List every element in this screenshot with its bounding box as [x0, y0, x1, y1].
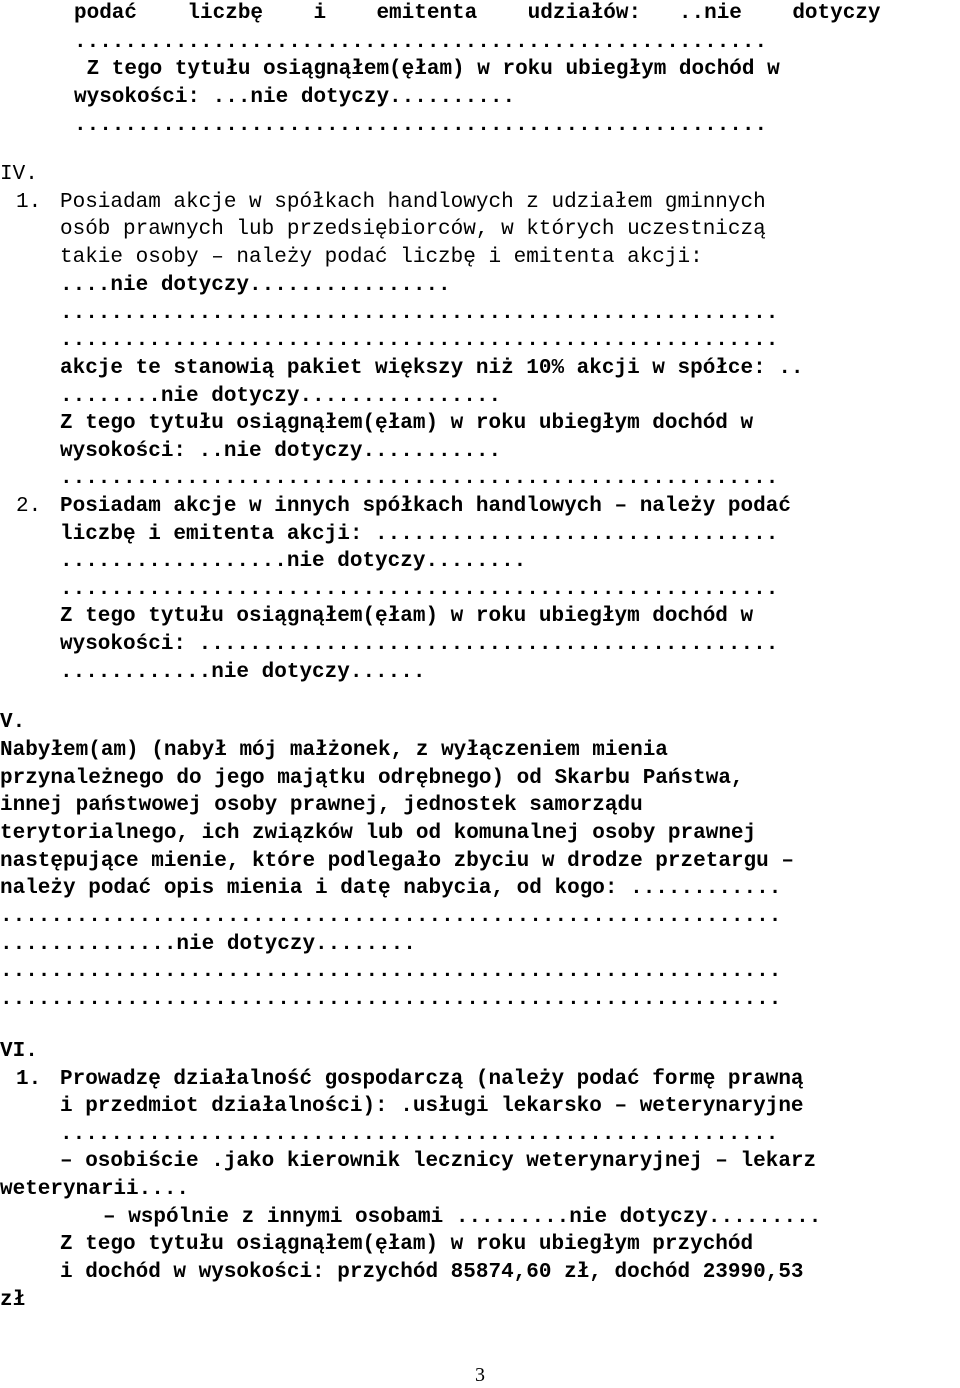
income-amount-line: wysokości: ..nie dotyczy........... — [60, 440, 502, 463]
income-amount-line: wysokości: ...nie dotyczy.......... — [74, 86, 516, 109]
item-number: 1. — [16, 1068, 42, 1091]
income-line: Z tego tytułu osiągnąłem(ęłam) w roku ubiegłym dochód w — [60, 412, 754, 435]
dotted-line: ....................................................... — [74, 114, 768, 137]
item-text: Posiadam akcje w spółkach handlowych z udziałem gminnych — [60, 191, 766, 214]
dotted-line: ......................................................... — [60, 1123, 779, 1146]
item-text: Prowadzę działalność gospodarczą (należy podać formę prawną — [60, 1068, 804, 1091]
section-text: następujące mienie, które podlegało zbyciu w drodze przetargu – — [0, 850, 794, 873]
section-text: innej państwowej osoby prawnej, jednostek samorządu — [0, 794, 643, 817]
income-line: Z tego tytułu osiągnąłem(ęłam) w roku ubiegłym dochód w — [74, 58, 780, 81]
section-text: przynależnego do jego majątku odrębnego) od Skarbu Państwa, — [0, 767, 744, 790]
item-text: Posiadam akcje w innych spółkach handlowych – należy podać — [60, 495, 791, 518]
item-number: 1. — [16, 191, 42, 214]
answer-line: ........nie dotyczy................ — [60, 385, 502, 408]
item-text: osób prawnych lub przedsiębiorców, w których uczestniczą — [60, 218, 766, 241]
answer-line: ..............nie dotyczy........ — [0, 933, 416, 956]
share-count-line: podać liczbę i emitenta udziałów: ..nie dotyczy — [74, 2, 881, 25]
item-text: i przedmiot działalności): .usługi lekarsko – weterynaryjne — [60, 1095, 804, 1118]
income-line: Z tego tytułu osiągnąłem(ęłam) w roku ubiegłym dochód w — [60, 605, 754, 628]
income-amount-line: wysokości: .............................................. — [60, 633, 779, 656]
answer-line: ..................nie dotyczy........ — [60, 550, 527, 573]
answer-line: ............nie dotyczy...... — [60, 661, 426, 684]
item-text: liczbę i emitenta akcji: ................................ — [60, 523, 779, 546]
dotted-line: .............................................................. — [0, 988, 782, 1011]
section-heading-v: V. — [0, 711, 26, 734]
dotted-line: ......................................................... — [60, 578, 779, 601]
item-text: – wspólnie z innymi osobami .........nie dotyczy......... — [103, 1206, 822, 1229]
section-heading-vi: VI. — [0, 1040, 38, 1063]
page-number: 3 — [475, 1364, 485, 1386]
income-amount-line: i dochód w wysokości: przychód 85874,60 zł, dochód 23990,53 — [60, 1261, 804, 1284]
section-text: należy podać opis mienia i datę nabycia, od kogo: ............ — [0, 877, 782, 900]
item-text: – osobiście .jako kierownik lecznicy weterynaryjnej – lekarz — [60, 1150, 817, 1173]
dotted-line: ......................................................... — [60, 302, 779, 325]
item-text: takie osoby – należy podać liczbę i emitenta akcji: — [60, 246, 703, 269]
income-line: Z tego tytułu osiągnąłem(ęłam) w roku ubiegłym przychód — [60, 1233, 754, 1256]
section-text: Nabyłem(am) (nabył mój małżonek, z wyłączeniem mienia — [0, 739, 668, 762]
dotted-line: .............................................................. — [0, 905, 782, 928]
answer-line: ....nie dotyczy................ — [60, 274, 451, 297]
dotted-line: ....................................................... — [74, 31, 768, 54]
dotted-line: ......................................................... — [60, 467, 779, 490]
dotted-line: ......................................................... — [60, 329, 779, 352]
item-text: weterynarii.... — [0, 1178, 190, 1201]
section-heading-iv: IV. — [0, 163, 38, 186]
section-text: terytorialnego, ich związków lub od komunalnej osoby prawnej — [0, 822, 757, 845]
item-number: 2. — [16, 495, 42, 518]
dotted-line: .............................................................. — [0, 960, 782, 983]
item-text: akcje te stanowią pakiet większy niż 10% akcji w spółce: .. — [60, 357, 804, 380]
income-currency: zł — [0, 1289, 26, 1312]
